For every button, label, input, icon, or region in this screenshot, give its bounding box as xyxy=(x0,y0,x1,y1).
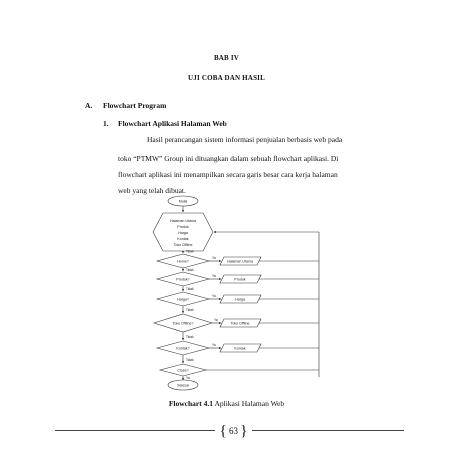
flowchart-output-label-5: Kontak xyxy=(234,346,246,351)
flowchart-no-label-0: Tidak xyxy=(186,249,194,254)
flowchart-output-label-3: Harga xyxy=(235,297,245,302)
figure-caption-label: Flowchart 4.1 xyxy=(168,399,214,408)
flowchart-no-label-5: Tidak xyxy=(186,358,194,362)
flowchart-output-label-4: Toko Offline xyxy=(230,321,250,326)
flowchart-yes-label-6: Ya xyxy=(186,376,190,380)
flowchart-output-label-1: Halaman Utama xyxy=(227,259,253,264)
flowchart-start-label: Mulai xyxy=(178,199,188,204)
flowchart-no-label-4: Tidak xyxy=(186,335,194,339)
flowchart-no-label-2: Tidak xyxy=(186,287,194,291)
flowchart-yes-label-2: Ya xyxy=(212,274,216,278)
page-number: 63 xyxy=(229,426,238,436)
flowchart-yes-label-1: Ya xyxy=(212,256,216,260)
flowchart-yes-label-3: Ya xyxy=(212,294,216,298)
figure-caption-text: Aplikasi Halaman Web xyxy=(213,399,285,408)
page-number-box: { 63 } xyxy=(219,423,248,439)
chapter-number: BAB IV xyxy=(213,54,240,62)
paragraph-line-1: Hasil perancangan sistem informasi penjualan berbasis web pada xyxy=(147,135,343,144)
paragraph-line-3: flowchart aplikasi ini menampilkan secara garis besar cara kerja halaman xyxy=(118,170,338,179)
flowchart-no-label-1: Tidak xyxy=(186,268,194,272)
flowchart-decision-label-4: Toko Offline? xyxy=(172,321,194,326)
section-marker: A. xyxy=(85,101,93,110)
paragraph-line-4: web yang telah dibuat. xyxy=(118,186,186,195)
flowchart-decision-label-1: Home? xyxy=(177,259,189,264)
flowchart-no-label-3: Tidak xyxy=(186,308,194,312)
flowchart-end-label: Selesai xyxy=(177,383,189,388)
footer-rule-right xyxy=(252,430,404,431)
flowchart-menu-item-2: Produk xyxy=(177,225,189,229)
flowchart-yes-label-4: Ya xyxy=(214,318,218,322)
subsection-title: Flowchart Aplikasi Halaman Web xyxy=(118,119,227,128)
section-title: Flowchart Program xyxy=(103,101,167,110)
figure-caption xyxy=(0,399,453,408)
flowchart-decision-label-5: Kontak? xyxy=(176,346,190,351)
subsection-marker: 1. xyxy=(103,119,109,128)
flowchart-decision-label-2: Produk? xyxy=(176,277,190,282)
flowchart-decision-label-3: Harga? xyxy=(177,297,189,302)
flowchart-menu-item-4: Kontak xyxy=(177,237,189,241)
flowchart-output-label-2: Produk xyxy=(234,277,246,282)
flowchart-menu-item-5: Toko Offline xyxy=(173,243,193,247)
flowchart-menu-item-1: Halaman Utama xyxy=(170,219,196,223)
footer-rule-left xyxy=(55,430,215,431)
chapter-title: UJI COBA DAN HASIL xyxy=(188,74,265,82)
paragraph-line-2: toko “PTMW” Group ini dituangkan dalam sebuah flowchart aplikasi. Di xyxy=(118,154,339,163)
flowchart-yes-label-5: Ya xyxy=(212,343,216,347)
flowchart-decision-label-6: Close? xyxy=(177,368,189,373)
flowchart-menu-item-3: Harga xyxy=(178,231,188,235)
